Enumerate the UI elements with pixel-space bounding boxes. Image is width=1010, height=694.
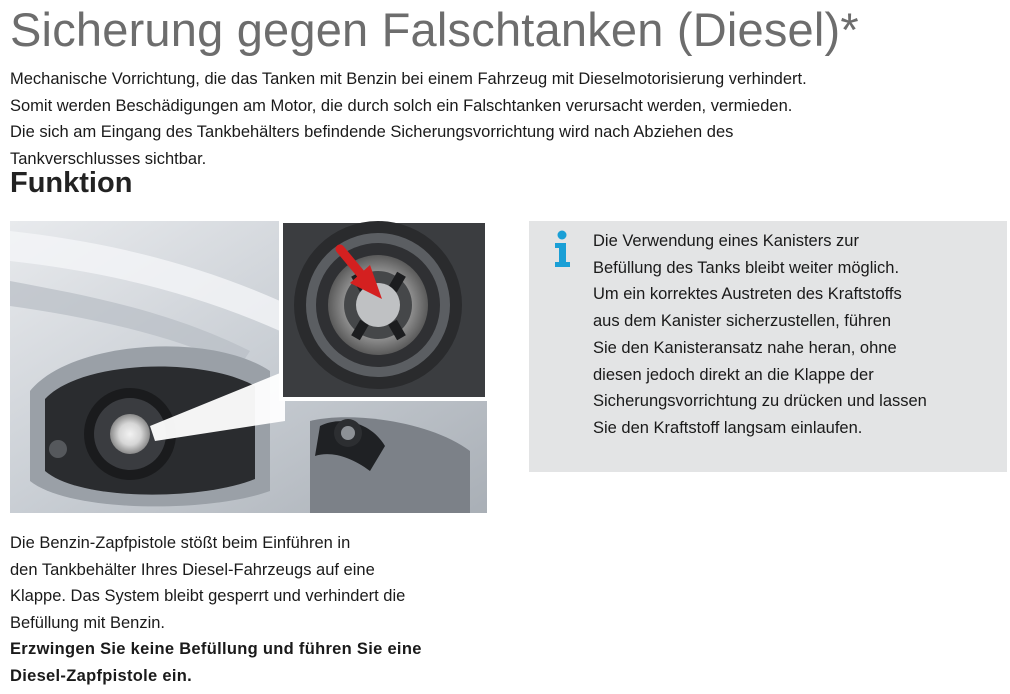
caption-line: den Tankbehälter Ihres Diesel-Fahrzeugs auf eine xyxy=(10,560,375,579)
info-line: diesen jedoch direkt an die Klappe der xyxy=(593,365,874,384)
caption-line: Klappe. Das System bleibt gesperrt und verhindert die xyxy=(10,587,406,605)
caption-line: Befüllung mit Benzin. xyxy=(10,613,166,632)
info-line: Um ein korrektes Austreten des Kraftstoffs xyxy=(593,285,902,304)
intro-line: Mechanische Vorrichtung, die das Tanken mit Benzin bei einem Fahrzeug mit Dieselmotorisierung verhindert. xyxy=(10,70,807,88)
info-icon xyxy=(551,229,573,269)
caption-line: Die Benzin-Zapfpistole stößt beim Einführen in xyxy=(10,534,351,552)
info-line: Sie den Kraftstoff langsam einlaufen. xyxy=(593,418,863,437)
intro-line: Somit werden Beschädigungen am Motor, die durch solch ein Falschtanken verursacht werden, vermieden. xyxy=(10,96,793,115)
info-line: Sie den Kanisteransatz nahe heran, ohne xyxy=(593,338,897,357)
caption-warning-line: Erzwingen Sie keine Befüllung und führen Sie eine xyxy=(10,640,422,658)
info-line: Die Verwendung eines Kanisters zur xyxy=(593,232,859,250)
fuel-filler-photo xyxy=(10,221,487,513)
figure-caption xyxy=(10,530,500,689)
info-text xyxy=(593,228,1003,442)
info-line: Sicherungsvorrichtung zu drücken und lassen xyxy=(593,392,927,411)
filler-pipe xyxy=(110,414,150,454)
caption-warning-line: Diesel-Zapfpistole ein. xyxy=(10,666,193,685)
intro-line: Tankverschlusses sichtbar. xyxy=(10,149,207,168)
intro-line: Die sich am Eingang des Tankbehälters befindende Sicherungsvorrichtung wird nach Abziehen des xyxy=(10,123,734,141)
info-line: Befüllung des Tanks bleibt weiter möglich. xyxy=(593,258,900,277)
section-heading-funktion: Funktion xyxy=(10,167,133,199)
intro-paragraph xyxy=(10,66,1000,172)
info-line: aus dem Kanister sicherzustellen, führen xyxy=(593,312,892,331)
page-title: Sicherung gegen Falschtanken (Diesel)* xyxy=(10,3,859,56)
info-box xyxy=(529,221,1007,472)
fuel-filler-illustration xyxy=(10,221,487,513)
